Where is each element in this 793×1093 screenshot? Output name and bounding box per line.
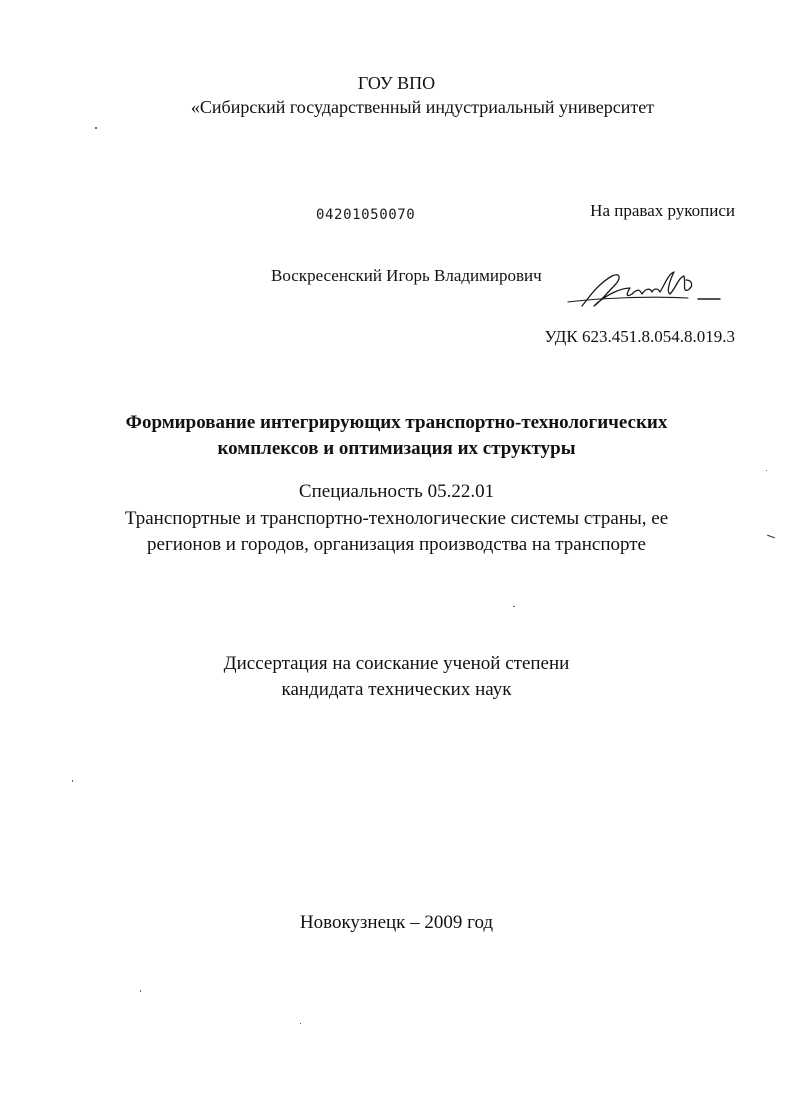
scan-speck (300, 1023, 301, 1024)
scan-speck (72, 780, 73, 782)
specialty-description-line-1: Транспортные и транспортно-технологические системы страны, ее (124, 508, 669, 529)
university-name: «Сибирский государственный индустриальный университет (190, 97, 655, 117)
author-name: Воскресенский Игорь Владимирович (271, 266, 542, 285)
degree-line-2: кандидата технических наук (281, 679, 512, 700)
title-line-2: комплексов и оптимизация их структуры (217, 438, 576, 459)
scan-speck (95, 127, 97, 129)
signature-icon (560, 266, 730, 316)
scan-speck (140, 990, 141, 992)
specialty-description-line-2: регионов и городов, организация производства на транспорте (147, 534, 646, 555)
organization-type: ГОУ ВПО (357, 73, 436, 93)
registration-code: 04201050070 (316, 207, 416, 223)
dissertation-title (0, 410, 793, 462)
scan-speck (766, 470, 767, 471)
udk-code: УДК 623.451.8.054.8.019.3 (544, 327, 735, 346)
dissertation-degree (0, 651, 793, 703)
degree-line-1: Диссертация на соискание ученой степени (223, 653, 570, 674)
scan-speck (513, 606, 515, 607)
rights-note: На правах рукописи (590, 201, 735, 220)
city-year: Новокузнецк – 2009 год (299, 912, 494, 933)
specialty-description (0, 506, 793, 558)
title-line-1: Формирование интегрирующих транспортно-технологических (125, 412, 668, 433)
specialty-label: Специальность 05.22.01 (298, 481, 495, 502)
